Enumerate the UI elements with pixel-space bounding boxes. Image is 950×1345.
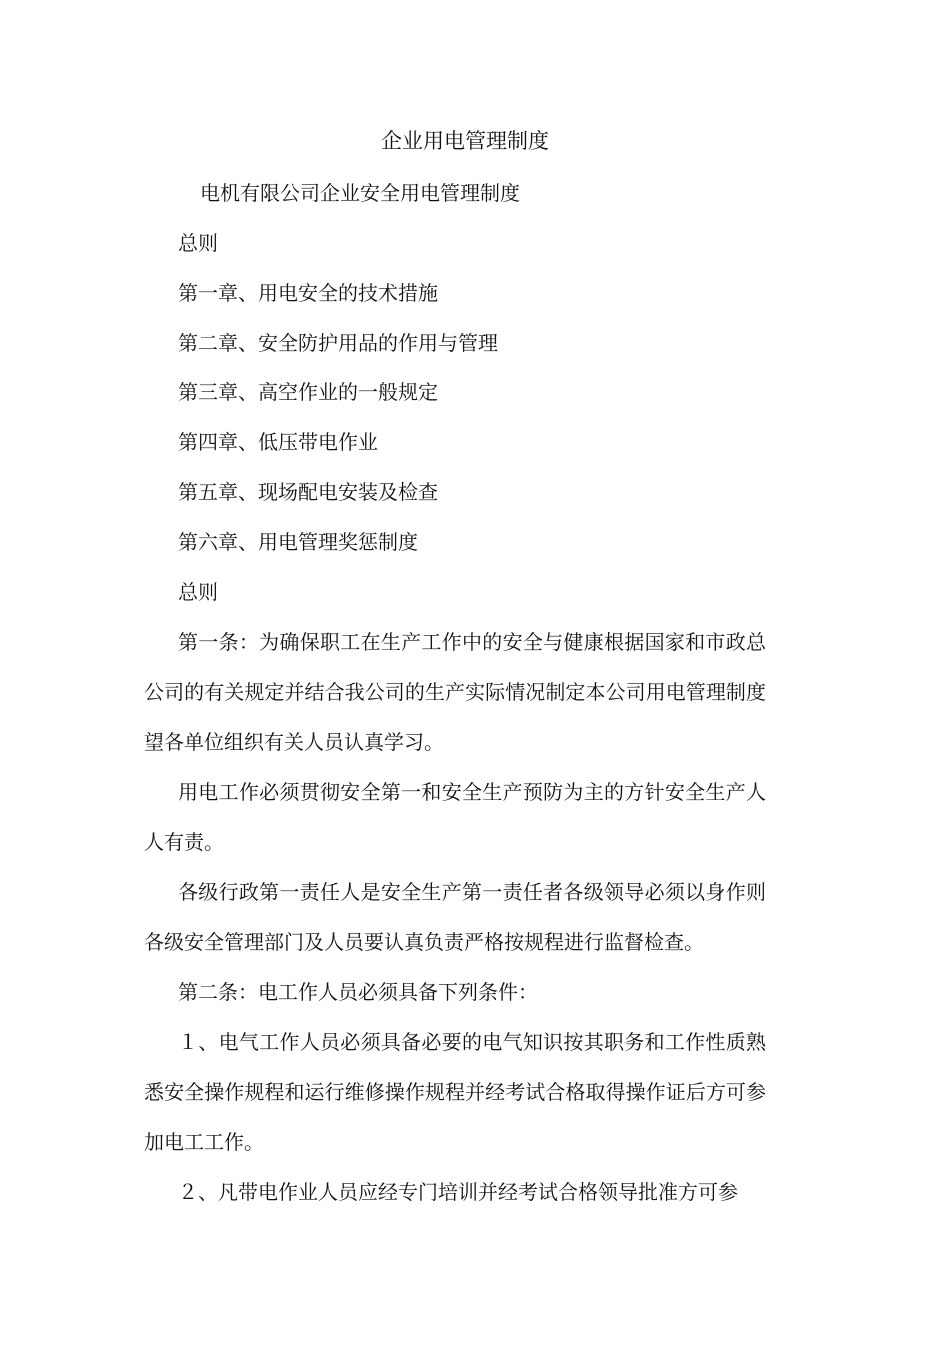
toc-item: 第五章、现场配电安装及检查	[178, 480, 438, 504]
toc-item: 总则	[178, 231, 218, 255]
paragraph: 第二条：电工作人员必须具备下列条件：	[178, 980, 538, 1004]
paragraph: １、电气工作人员必须具备必要的电气知识按其职务和工作性质熟悉安全操作规程和运行维修操作规程并经考试合格取得操作证后方可参加电工工作。	[144, 1030, 766, 1154]
toc-item: 第六章、用电管理奖惩制度	[178, 530, 418, 554]
document-subtitle: 电机有限公司企业安全用电管理制度	[200, 181, 520, 205]
document-title: 企业用电管理制度	[381, 129, 549, 153]
toc-item: 第二章、安全防护用品的作用与管理	[178, 331, 498, 355]
toc-item: 第四章、低压带电作业	[178, 430, 378, 454]
paragraph: 各级行政第一责任人是安全生产第一责任者各级领导必须以身作则各级安全管理部门及人员要认真负责严格按规程进行监督检查。	[144, 880, 766, 954]
paragraph: ２、凡带电作业人员应经专门培训并经考试合格领导批准方可参	[178, 1180, 738, 1204]
paragraph: 用电工作必须贯彻安全第一和安全生产预防为主的方针安全生产人人有责。	[144, 780, 766, 854]
toc-item: 第一章、用电安全的技术措施	[178, 281, 438, 305]
paragraph: 第一条：为确保职工在生产工作中的安全与健康根据国家和市政总公司的有关规定并结合我公司的生产实际情况制定本公司用电管理制度望各单位组织有关人员认真学习。	[144, 630, 766, 754]
toc-item: 第三章、高空作业的一般规定	[178, 380, 438, 404]
section-heading: 总则	[178, 580, 218, 604]
